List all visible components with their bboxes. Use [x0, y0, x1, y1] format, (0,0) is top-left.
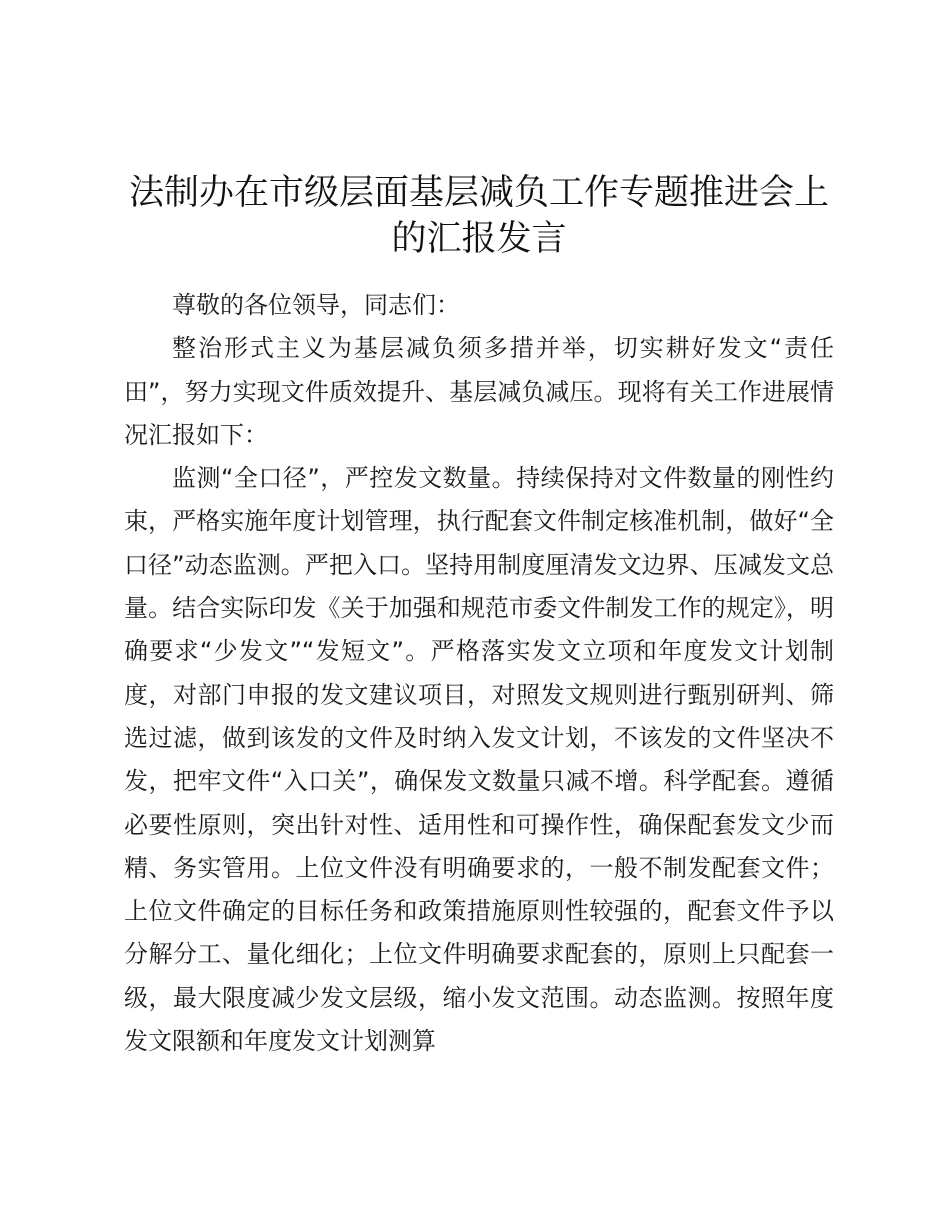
document-title — [124, 170, 834, 262]
document-body — [124, 284, 834, 1063]
intro-paragraph: 整治形式主义为基层减负须多措并举，切实耕好发文“责任田”，努力实现文件质效提升、基层减负减压。现将有关工作进展情况汇报如下： — [124, 334, 834, 449]
salutation: 尊敬的各位领导，同志们： — [172, 291, 460, 319]
document-page — [124, 170, 834, 1063]
title-line-1: 法制办在市级层面基层减负工作专题推进会上 — [128, 173, 829, 213]
title-line-2: 的汇报发言 — [391, 219, 567, 259]
body-paragraph: 监测“全口径”，严控发文数量。持续保持对文件数量的刚性约束，严格实施年度计划管理，执行配套文件制定核准机制，做好“全口径”动态监测。严把入口。坚持用制度厘清发文边界、压减发文总量。结合实际印发《关于加强和规范市委文件制发工作的规定》，明确要求“少发文”“发短文”。严格落实发文立项和年度发文计划制度，对部门申报的发文建议项目，对照发文规则进行甄别研判、筛选过滤，做到该发的文件及时纳入发文计划，不该发的文件坚决不发，把牢文件“入口关”，确保发文数量只减不增。科学配套。遵循必要性原则，突出针对性、适用性和可操作性，确保配套发文少而精、务实管用。上位文件没有明确要求的，一般不制发配套文件；上位文件确定的目标任务和政策措施原则性较强的，配套文件予以分解分工、量化细化；上位文件明确要求配套的，原则上只配套一级，最大限度减少发文层级，缩小发文范围。动态监测。按照年度发文限额和年度发文计划测算 — [124, 464, 834, 1056]
